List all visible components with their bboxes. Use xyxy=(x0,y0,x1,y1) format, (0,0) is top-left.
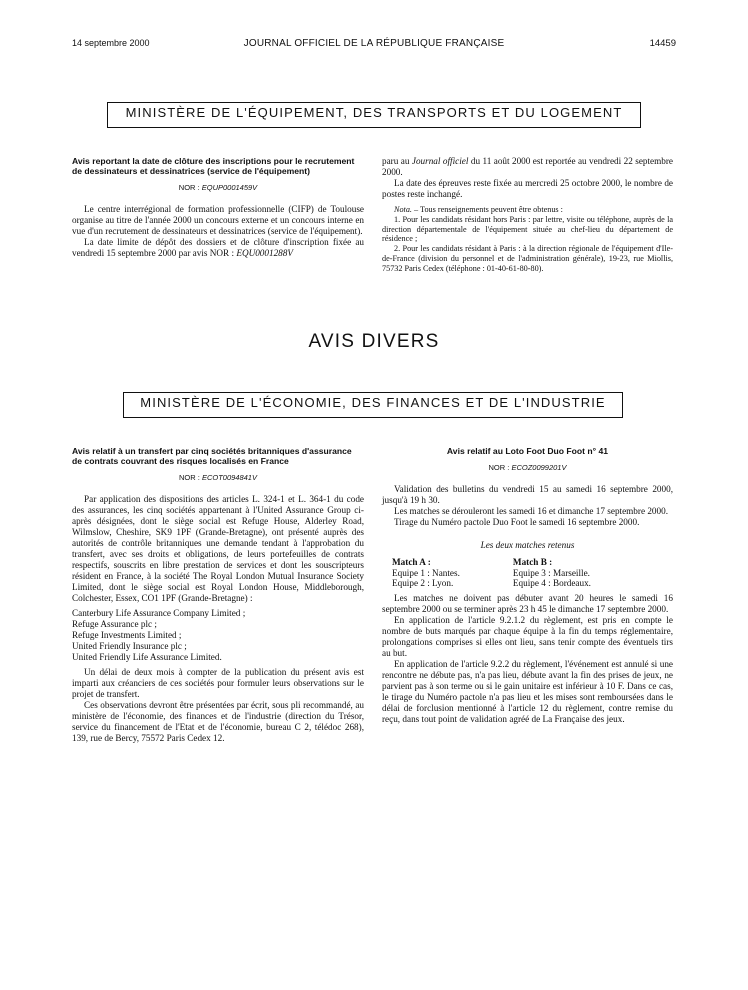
matches-table xyxy=(392,557,652,589)
nor-reference xyxy=(382,462,673,473)
paragraph: Les matches se dérouleront les samedi 16 et dimanche 17 septembre 2000. xyxy=(394,506,669,516)
table-row xyxy=(392,578,652,589)
ministry-box-equipement xyxy=(107,102,641,128)
nor-code: EQUP0001459V xyxy=(201,183,258,192)
ministry-box-economie xyxy=(123,392,623,418)
nor-label: NOR : xyxy=(488,463,510,472)
nota-item: 1. Pour les candidats résidant hors Paris : par lettre, visite ou téléphone, auprès de la direction départementale de l'équipement située au chef-lieu du département de résidence ; xyxy=(382,214,673,244)
list-item: Refuge Assurance plc ; xyxy=(72,619,157,629)
nota xyxy=(382,205,673,215)
company-list xyxy=(72,608,364,663)
list-item: United Friendly Insurance plc ; xyxy=(72,641,187,651)
list-item: Refuge Investments Limited ; xyxy=(72,630,182,640)
table-row xyxy=(392,568,652,579)
paragraph: Tirage du Numéro pactole Duo Foot le samedi 16 septembre 2000. xyxy=(394,517,640,527)
paragraph: Validation des bulletins du vendredi 15 au samedi 16 septembre 2000, jusqu'à 19 h 30. xyxy=(382,484,673,505)
section-heading: AVIS DIVERS xyxy=(308,331,440,352)
journal-name: Journal officiel xyxy=(411,156,469,166)
team-cell: Equipe 2 : Lyon. xyxy=(392,578,454,588)
paragraph: La date des épreuves reste fixée au mercredi 25 octobre 2000, le nombre de postes reste inchangé. xyxy=(382,178,673,199)
list-item: Canterbury Life Assurance Company Limited ; xyxy=(72,608,246,618)
paragraph xyxy=(72,237,364,259)
text: du 11 août 2000 est reportée au vendredi 22 septembre 2000. xyxy=(382,156,674,177)
list-item: United Friendly Life Assurance Limited. xyxy=(72,652,222,662)
article-column-left-1 xyxy=(72,156,364,259)
paragraph xyxy=(382,156,673,178)
article-title: Avis relatif au Loto Foot Duo Foot n° 41 xyxy=(446,446,609,456)
journal-title: JOURNAL OFFICIEL DE LA RÉPUBLIQUE FRANÇAISE xyxy=(243,38,505,49)
nota-text: – Tous renseignements peuvent être obtenus : xyxy=(414,205,563,214)
article-title: Avis relatif à un transfert par cinq sociétés britanniques d'assurance de contrats couvrant des risques localisés en France xyxy=(72,446,352,466)
article-title: Avis reportant la date de clôture des inscriptions pour le recrutement de dessinateurs et dessinatrices (service de l'équipement) xyxy=(72,156,355,176)
team-cell: Equipe 1 : Nantes. xyxy=(392,567,460,578)
ministry-title: MINISTÈRE DE L'ÉCONOMIE, DES FINANCES ET DE L'INDUSTRIE xyxy=(140,395,606,410)
team-cell: Equipe 4 : Bordeaux. xyxy=(512,578,591,588)
page-number: 14459 xyxy=(649,38,676,49)
nota-label: Nota. xyxy=(394,205,412,214)
paragraph: Ces observations devront être présentées par écrit, sous pli recommandé, au ministère de l'économie, des finances et de l'industrie (direction du Trésor, service du financement de l'Etat et de l'économie, bureau C 2, télédoc 268), 139, rue de Bercy, 75572 Paris Cedex 12. xyxy=(72,700,364,743)
matches-heading: Les deux matches retenus xyxy=(480,540,575,550)
nor-label: NOR : xyxy=(179,473,200,482)
paragraph: Par application des dispositions des articles L. 324-1 et L. 364-1 du code des assurances, les cinq sociétés appartenant à l'United Assurance Group ci-après désignées, dont le siège social est Refuge House, Alderley Road, Wilmslow, Cheshire, SK9 1PF (Grande-Bretagne), ont présenté auprès des autorités de contrôle britanniques une demande tendant à l'approbation du transfert, avec ses droits et obligations, de leurs portefeuilles de contrats respectifs, souscrits en libre prestation de services et dont les souscripteurs résident en France, à la société The Royal London Mutual Insurance Society Limited, dont le siège social est Royal London House, Middleborough, Colchester, Essex, CO1 1PF (Grande-Bretagne) : xyxy=(72,494,364,603)
paragraph-text: La date limite de dépôt des dossiers et de clôture d'inscription fixée au vendredi 15 septembre 2000 par avis NOR : xyxy=(72,237,364,258)
nor-label: NOR : xyxy=(178,183,200,192)
match-a-label: Match A : xyxy=(392,557,431,567)
ministry-title: MINISTÈRE DE L'ÉQUIPEMENT, DES TRANSPORTS ET DU LOGEMENT xyxy=(125,105,623,120)
header-date: 14 septembre 2000 xyxy=(72,38,150,48)
article-column-left-2 xyxy=(72,446,364,744)
nor-code: ECOZ0099201V xyxy=(511,463,567,472)
nota-item: 2. Pour les candidats résidant à Paris : à la direction régionale de l'équipement d'Ile-de-France (division du personnel et de l'administration générale), 19-23, rue Miollis, 75732 Paris Cedex (téléphone : 01-40-61-80-80). xyxy=(382,244,673,273)
table-row xyxy=(392,557,652,568)
paragraph: En application de l'article 9.2.1.2 du règlement, est pris en compte le nombre de buts marqués par chaque équipe à la fin du temps réglementaire, prolongations comprises si elles ont lieu, sans tenir compte des éventuels tirs au but. xyxy=(382,614,673,658)
article-column-right-1 xyxy=(382,156,673,274)
paragraph: Les matches ne doivent pas débuter avant 20 heures le samedi 16 septembre 2000 ou se terminer après 23 h 45 le dimanche 17 septembre 2000. xyxy=(382,592,673,614)
nor-code-inline: EQU0001288V xyxy=(236,248,293,258)
match-b-label: Match B : xyxy=(512,557,553,567)
team-cell: Equipe 3 : Marseille. xyxy=(512,567,590,578)
paragraph: En application de l'article 9.2.2 du règlement, l'événement est annulé si une rencontre ne débute pas, n'a pas lieu, débute avant la fin des prises de jeux, ne parvient pas à son terme ou si le gain unitaire est inférieur à 10 F. Dans ce cas, le tirage du Numéro pactole n'a pas lieu et les mises sont remboursées dans le délai de forclusion mentionné à l'article 12 du règlement, contre remise du reçu, dans tout point de validation agréé de La Française des jeux. xyxy=(382,658,673,724)
paragraph: Le centre interrégional de formation professionnelle (CIFP) de Toulouse organise au titre de l'année 2000 un concours externe et un concours interne en vue d'un recrutement de dessinateurs et dessinatrices (service de l'équipement). xyxy=(72,204,364,236)
text: paru au xyxy=(382,156,410,166)
nor-code: ECOT0094841V xyxy=(201,473,257,482)
nor-reference xyxy=(72,182,364,193)
article-column-right-2 xyxy=(382,446,673,725)
nor-reference xyxy=(72,472,364,483)
paragraph: Un délai de deux mois à compter de la publication du présent avis est imparti aux créanciers de ces sociétés pour formuler leurs observations sur le projet de transfert. xyxy=(72,667,364,699)
